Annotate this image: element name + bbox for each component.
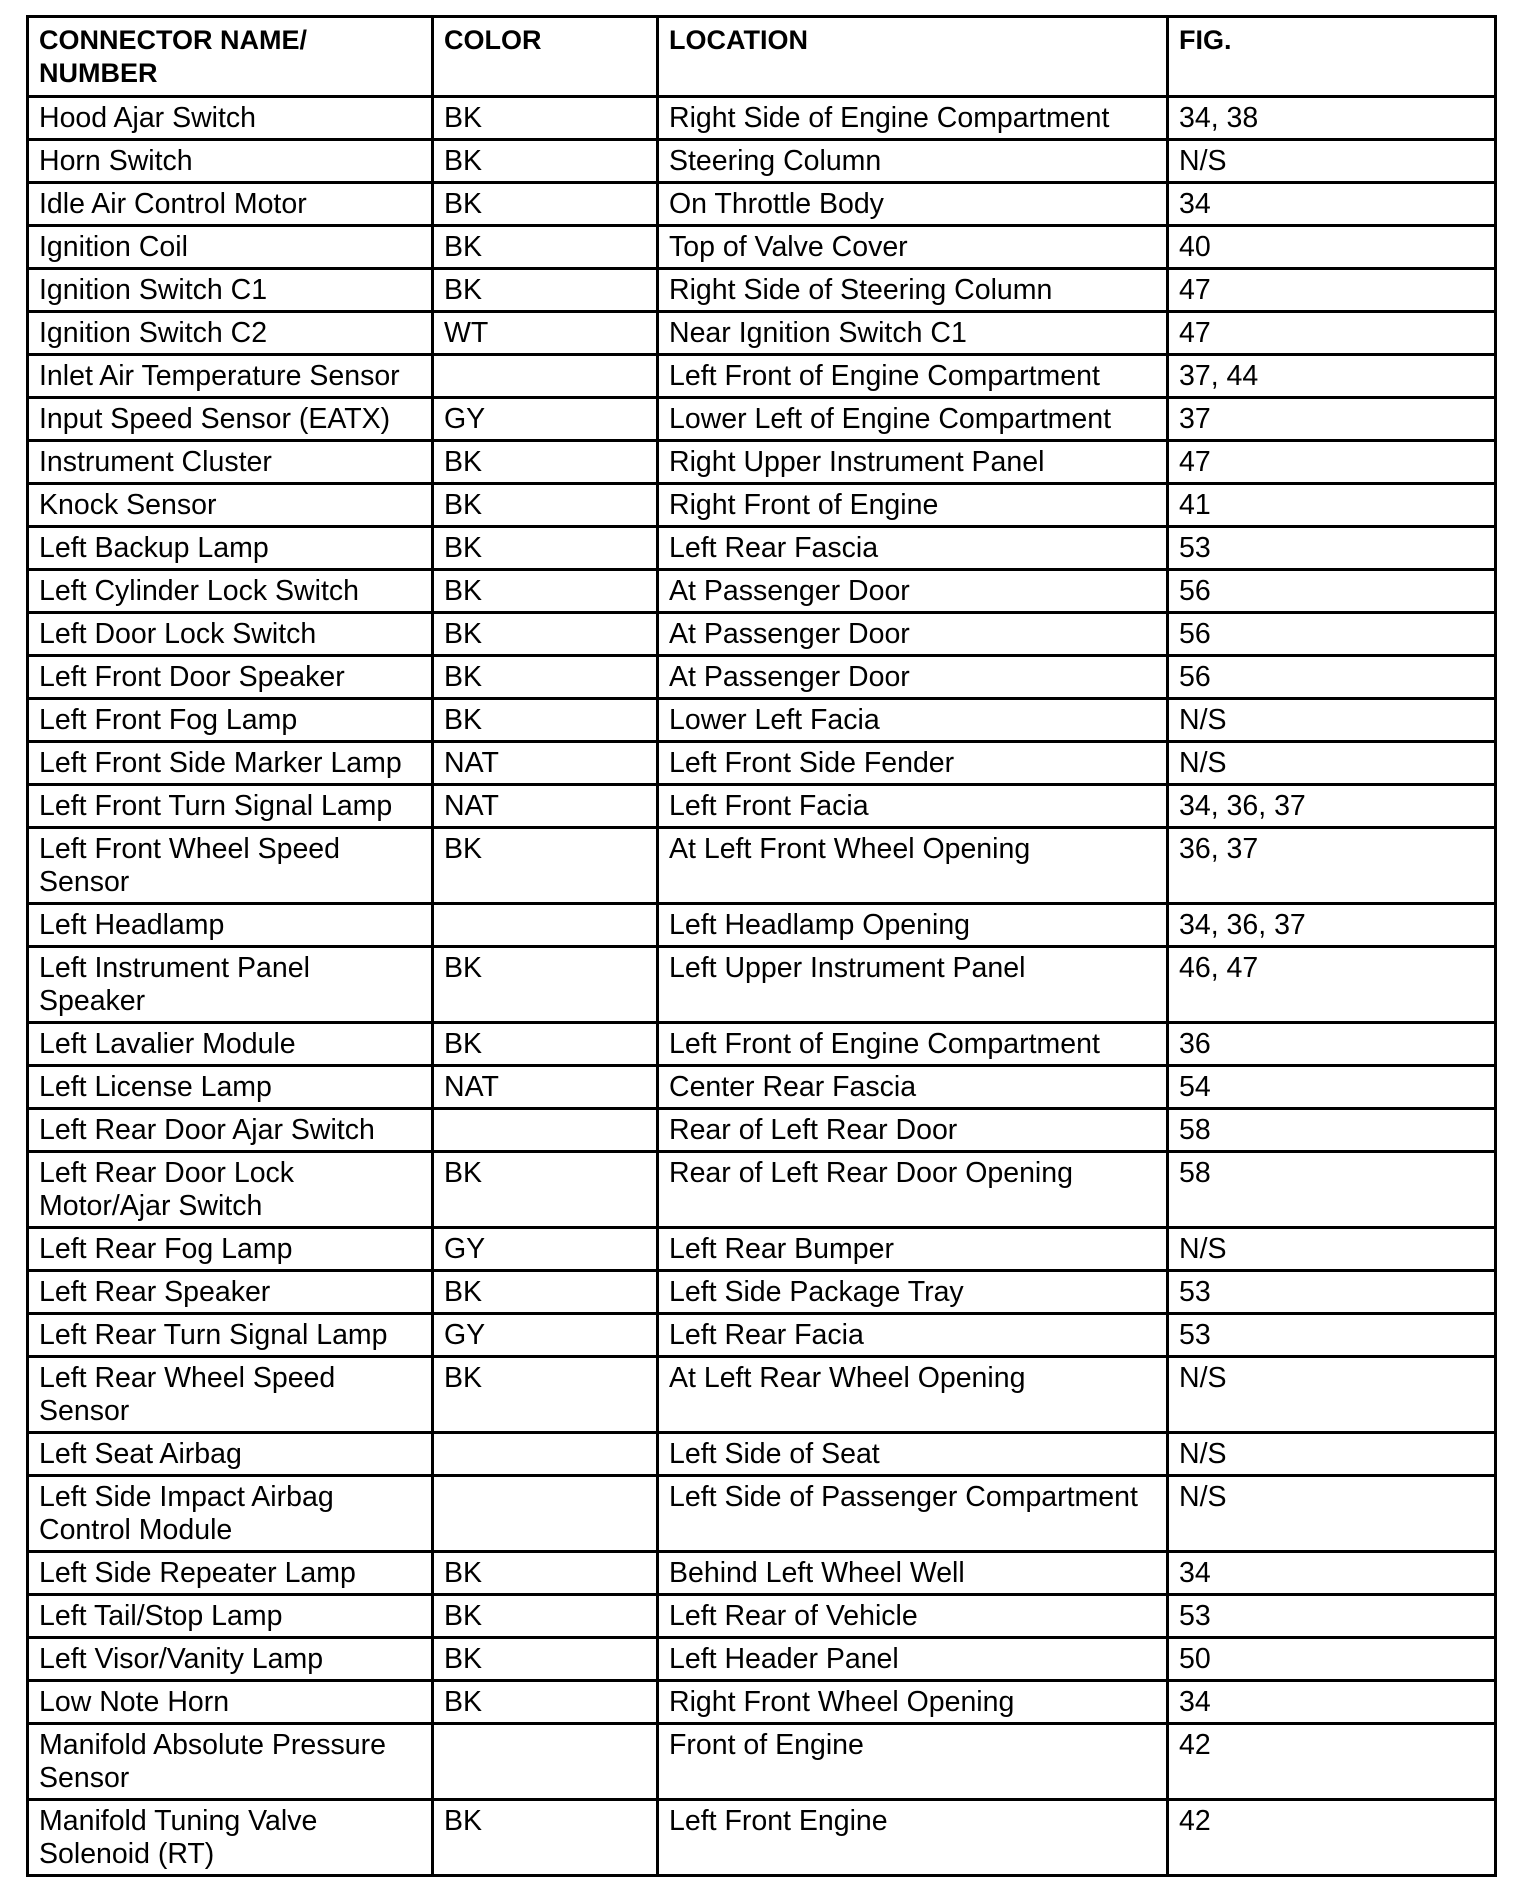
cell-fig: 34, 38 [1168, 97, 1496, 140]
cell-color: GY [433, 1314, 658, 1357]
cell-fig: N/S [1168, 1476, 1496, 1552]
cell-connector-name: Left Rear Speaker [28, 1271, 433, 1314]
table-row [28, 904, 1496, 947]
cell-fig: 37, 44 [1168, 355, 1496, 398]
table-row [28, 269, 1496, 312]
cell-color: GY [433, 1228, 658, 1271]
cell-connector-name: Left Backup Lamp [28, 527, 433, 570]
cell-color [433, 1109, 658, 1152]
cell-color: BK [433, 699, 658, 742]
cell-color [433, 1724, 658, 1800]
cell-fig: 34 [1168, 1552, 1496, 1595]
cell-color [433, 904, 658, 947]
table-row [28, 570, 1496, 613]
cell-fig: 53 [1168, 1595, 1496, 1638]
cell-color: BK [433, 570, 658, 613]
cell-connector-name: Low Note Horn [28, 1681, 433, 1724]
cell-connector-name: Left Rear Turn Signal Lamp [28, 1314, 433, 1357]
table-row [28, 828, 1496, 904]
table-row [28, 742, 1496, 785]
cell-color: BK [433, 1023, 658, 1066]
table-row [28, 441, 1496, 484]
cell-location: Left Side of Seat [658, 1433, 1168, 1476]
cell-fig: 56 [1168, 570, 1496, 613]
cell-connector-name: Left Side Impact Airbag Control Module [28, 1476, 433, 1552]
cell-location: Center Rear Fascia [658, 1066, 1168, 1109]
cell-connector-name: Input Speed Sensor (EATX) [28, 398, 433, 441]
table-row [28, 947, 1496, 1023]
cell-location: Left Front Engine [658, 1800, 1168, 1876]
cell-color: BK [433, 1357, 658, 1433]
cell-color: NAT [433, 785, 658, 828]
cell-connector-name: Left Rear Fog Lamp [28, 1228, 433, 1271]
table-row [28, 1271, 1496, 1314]
table-row [28, 527, 1496, 570]
cell-fig: 56 [1168, 656, 1496, 699]
header-color: COLOR [433, 17, 658, 97]
cell-color: BK [433, 828, 658, 904]
cell-connector-name: Left Rear Wheel Speed Sensor [28, 1357, 433, 1433]
cell-location: Left Front of Engine Compartment [658, 1023, 1168, 1066]
table-row [28, 1023, 1496, 1066]
cell-connector-name: Left Tail/Stop Lamp [28, 1595, 433, 1638]
cell-color: BK [433, 656, 658, 699]
table-row [28, 226, 1496, 269]
cell-color: BK [433, 1595, 658, 1638]
table-row [28, 1433, 1496, 1476]
cell-fig: 47 [1168, 269, 1496, 312]
cell-color: BK [433, 484, 658, 527]
cell-color: NAT [433, 742, 658, 785]
cell-location: Left Rear Fascia [658, 527, 1168, 570]
cell-connector-name: Left Front Wheel Speed Sensor [28, 828, 433, 904]
connector-table [26, 15, 1497, 1877]
cell-fig: 54 [1168, 1066, 1496, 1109]
cell-fig: 41 [1168, 484, 1496, 527]
cell-location: Left Front Facia [658, 785, 1168, 828]
cell-connector-name: Hood Ajar Switch [28, 97, 433, 140]
cell-connector-name: Left Instrument Panel Speaker [28, 947, 433, 1023]
table-row [28, 1109, 1496, 1152]
cell-location: Left Rear Facia [658, 1314, 1168, 1357]
cell-location: Rear of Left Rear Door [658, 1109, 1168, 1152]
cell-location: Left Front of Engine Compartment [658, 355, 1168, 398]
cell-location: Near Ignition Switch C1 [658, 312, 1168, 355]
cell-color: WT [433, 312, 658, 355]
cell-fig: 50 [1168, 1638, 1496, 1681]
cell-connector-name: Left Front Door Speaker [28, 656, 433, 699]
cell-location: Right Front Wheel Opening [658, 1681, 1168, 1724]
cell-color: BK [433, 269, 658, 312]
cell-fig: 58 [1168, 1152, 1496, 1228]
cell-fig: 34 [1168, 1681, 1496, 1724]
cell-color: BK [433, 1638, 658, 1681]
table-row [28, 312, 1496, 355]
cell-connector-name: Left License Lamp [28, 1066, 433, 1109]
cell-fig: N/S [1168, 140, 1496, 183]
header-row [28, 17, 1496, 97]
cell-connector-name: Ignition Switch C2 [28, 312, 433, 355]
table-row [28, 1476, 1496, 1552]
table-row [28, 785, 1496, 828]
cell-connector-name: Manifold Tuning Valve Solenoid (RT) [28, 1800, 433, 1876]
cell-connector-name: Instrument Cluster [28, 441, 433, 484]
cell-connector-name: Left Front Side Marker Lamp [28, 742, 433, 785]
table-row [28, 1724, 1496, 1800]
cell-color: BK [433, 1800, 658, 1876]
cell-color [433, 1476, 658, 1552]
cell-color: GY [433, 398, 658, 441]
table-row [28, 1357, 1496, 1433]
cell-fig: 34, 36, 37 [1168, 785, 1496, 828]
cell-color: BK [433, 441, 658, 484]
table-row [28, 1595, 1496, 1638]
cell-fig: 47 [1168, 441, 1496, 484]
cell-color: BK [433, 226, 658, 269]
cell-color: BK [433, 947, 658, 1023]
cell-color: BK [433, 1152, 658, 1228]
cell-connector-name: Left Front Turn Signal Lamp [28, 785, 433, 828]
cell-connector-name: Left Front Fog Lamp [28, 699, 433, 742]
cell-location: Left Side Package Tray [658, 1271, 1168, 1314]
table-row [28, 656, 1496, 699]
cell-fig: 40 [1168, 226, 1496, 269]
table-row [28, 398, 1496, 441]
cell-location: Rear of Left Rear Door Opening [658, 1152, 1168, 1228]
cell-fig: 56 [1168, 613, 1496, 656]
cell-fig: N/S [1168, 1228, 1496, 1271]
cell-color: BK [433, 1552, 658, 1595]
cell-fig: 42 [1168, 1724, 1496, 1800]
cell-connector-name: Left Side Repeater Lamp [28, 1552, 433, 1595]
table-row [28, 183, 1496, 226]
cell-location: On Throttle Body [658, 183, 1168, 226]
cell-fig: 53 [1168, 1314, 1496, 1357]
cell-fig: 53 [1168, 1271, 1496, 1314]
cell-connector-name: Idle Air Control Motor [28, 183, 433, 226]
table-row [28, 484, 1496, 527]
cell-fig: 46, 47 [1168, 947, 1496, 1023]
cell-location: Lower Left Facia [658, 699, 1168, 742]
cell-location: Right Side of Engine Compartment [658, 97, 1168, 140]
table-row [28, 1681, 1496, 1724]
cell-fig: N/S [1168, 699, 1496, 742]
table-row [28, 699, 1496, 742]
table-row [28, 140, 1496, 183]
cell-connector-name: Left Door Lock Switch [28, 613, 433, 656]
table-row [28, 1800, 1496, 1876]
cell-connector-name: Left Lavalier Module [28, 1023, 433, 1066]
cell-color [433, 355, 658, 398]
cell-fig: 34 [1168, 183, 1496, 226]
cell-location: Right Side of Steering Column [658, 269, 1168, 312]
cell-location: At Passenger Door [658, 613, 1168, 656]
table-row [28, 1552, 1496, 1595]
cell-connector-name: Manifold Absolute Pressure Sensor [28, 1724, 433, 1800]
cell-fig: 34, 36, 37 [1168, 904, 1496, 947]
cell-fig: N/S [1168, 1433, 1496, 1476]
cell-fig: N/S [1168, 1357, 1496, 1433]
table-row [28, 1228, 1496, 1271]
table-body [28, 97, 1496, 1876]
cell-location: Left Rear of Vehicle [658, 1595, 1168, 1638]
cell-connector-name: Ignition Switch C1 [28, 269, 433, 312]
cell-location: At Left Front Wheel Opening [658, 828, 1168, 904]
cell-connector-name: Left Headlamp [28, 904, 433, 947]
cell-connector-name: Left Rear Door Ajar Switch [28, 1109, 433, 1152]
cell-location: At Passenger Door [658, 570, 1168, 613]
cell-fig: 42 [1168, 1800, 1496, 1876]
connector-table-page [26, 15, 1494, 1877]
cell-location: Left Rear Bumper [658, 1228, 1168, 1271]
cell-color: BK [433, 527, 658, 570]
cell-location: Left Header Panel [658, 1638, 1168, 1681]
cell-color: BK [433, 613, 658, 656]
cell-color: BK [433, 97, 658, 140]
cell-connector-name: Horn Switch [28, 140, 433, 183]
table-header [28, 17, 1496, 97]
cell-fig: N/S [1168, 742, 1496, 785]
cell-connector-name: Inlet Air Temperature Sensor [28, 355, 433, 398]
cell-color: BK [433, 140, 658, 183]
cell-fig: 36, 37 [1168, 828, 1496, 904]
cell-location: Left Headlamp Opening [658, 904, 1168, 947]
cell-connector-name: Ignition Coil [28, 226, 433, 269]
cell-location: At Left Rear Wheel Opening [658, 1357, 1168, 1433]
cell-color [433, 1433, 658, 1476]
cell-location: Steering Column [658, 140, 1168, 183]
cell-color: BK [433, 183, 658, 226]
cell-fig: 58 [1168, 1109, 1496, 1152]
table-row [28, 1638, 1496, 1681]
cell-fig: 53 [1168, 527, 1496, 570]
table-row [28, 1314, 1496, 1357]
cell-location: Left Front Side Fender [658, 742, 1168, 785]
cell-connector-name: Left Seat Airbag [28, 1433, 433, 1476]
table-row [28, 355, 1496, 398]
table-row [28, 613, 1496, 656]
cell-connector-name: Left Cylinder Lock Switch [28, 570, 433, 613]
cell-fig: 37 [1168, 398, 1496, 441]
cell-color: NAT [433, 1066, 658, 1109]
cell-connector-name: Knock Sensor [28, 484, 433, 527]
cell-location: Front of Engine [658, 1724, 1168, 1800]
cell-fig: 47 [1168, 312, 1496, 355]
cell-location: Top of Valve Cover [658, 226, 1168, 269]
cell-location: Left Side of Passenger Compartment [658, 1476, 1168, 1552]
header-connector-name: CONNECTOR NAME/ NUMBER [28, 17, 433, 97]
cell-color: BK [433, 1681, 658, 1724]
cell-location: Right Upper Instrument Panel [658, 441, 1168, 484]
cell-location: At Passenger Door [658, 656, 1168, 699]
header-fig: FIG. [1168, 17, 1496, 97]
header-location: LOCATION [658, 17, 1168, 97]
cell-color: BK [433, 1271, 658, 1314]
table-row [28, 97, 1496, 140]
cell-location: Left Upper Instrument Panel [658, 947, 1168, 1023]
table-row [28, 1066, 1496, 1109]
cell-location: Behind Left Wheel Well [658, 1552, 1168, 1595]
table-row [28, 1152, 1496, 1228]
cell-location: Right Front of Engine [658, 484, 1168, 527]
cell-connector-name: Left Rear Door Lock Motor/Ajar Switch [28, 1152, 433, 1228]
cell-connector-name: Left Visor/Vanity Lamp [28, 1638, 433, 1681]
cell-location: Lower Left of Engine Compartment [658, 398, 1168, 441]
cell-fig: 36 [1168, 1023, 1496, 1066]
